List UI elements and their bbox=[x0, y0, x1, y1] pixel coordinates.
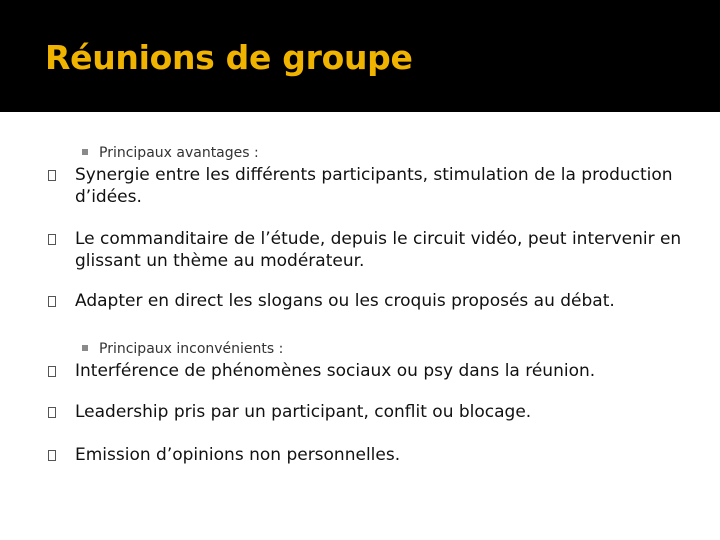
square-bullet-icon bbox=[82, 149, 88, 155]
list-item bbox=[48, 401, 688, 423]
checkbox-bullet-icon bbox=[48, 366, 56, 377]
checkbox-bullet-icon bbox=[48, 407, 56, 418]
square-bullet-icon bbox=[82, 345, 88, 351]
section-heading-advantages bbox=[82, 145, 259, 161]
checkbox-bullet-icon bbox=[48, 234, 56, 245]
list-item-text: Synergie entre les différents participants, stimulation de la production d’idées. bbox=[75, 165, 673, 207]
section-heading-label: Principaux inconvénients : bbox=[99, 341, 284, 357]
list-item-text: Interférence de phénomènes sociaux ou psy dans la réunion. bbox=[75, 361, 596, 381]
checkbox-bullet-icon bbox=[48, 296, 56, 307]
list-item bbox=[48, 228, 688, 272]
list-item-text: Emission d’opinions non personnelles. bbox=[75, 445, 401, 465]
checkbox-bullet-icon bbox=[48, 450, 56, 461]
section-heading-label: Principaux avantages : bbox=[99, 145, 259, 161]
list-item bbox=[48, 444, 688, 466]
list-item bbox=[48, 164, 688, 208]
list-item-text: Leadership pris par un participant, conflit ou blocage. bbox=[75, 402, 532, 422]
slide-title: Réunions de groupe bbox=[45, 38, 413, 77]
section-heading-disadvantages bbox=[82, 341, 283, 357]
list-item-text: Adapter en direct les slogans ou les croquis proposés au débat. bbox=[75, 291, 615, 311]
checkbox-bullet-icon bbox=[48, 170, 56, 181]
list-item bbox=[48, 360, 688, 382]
list-item-text: Le commanditaire de l’étude, depuis le circuit vidéo, peut intervenir en glissant un thème au modérateur. bbox=[75, 229, 682, 271]
list-item bbox=[48, 290, 688, 312]
